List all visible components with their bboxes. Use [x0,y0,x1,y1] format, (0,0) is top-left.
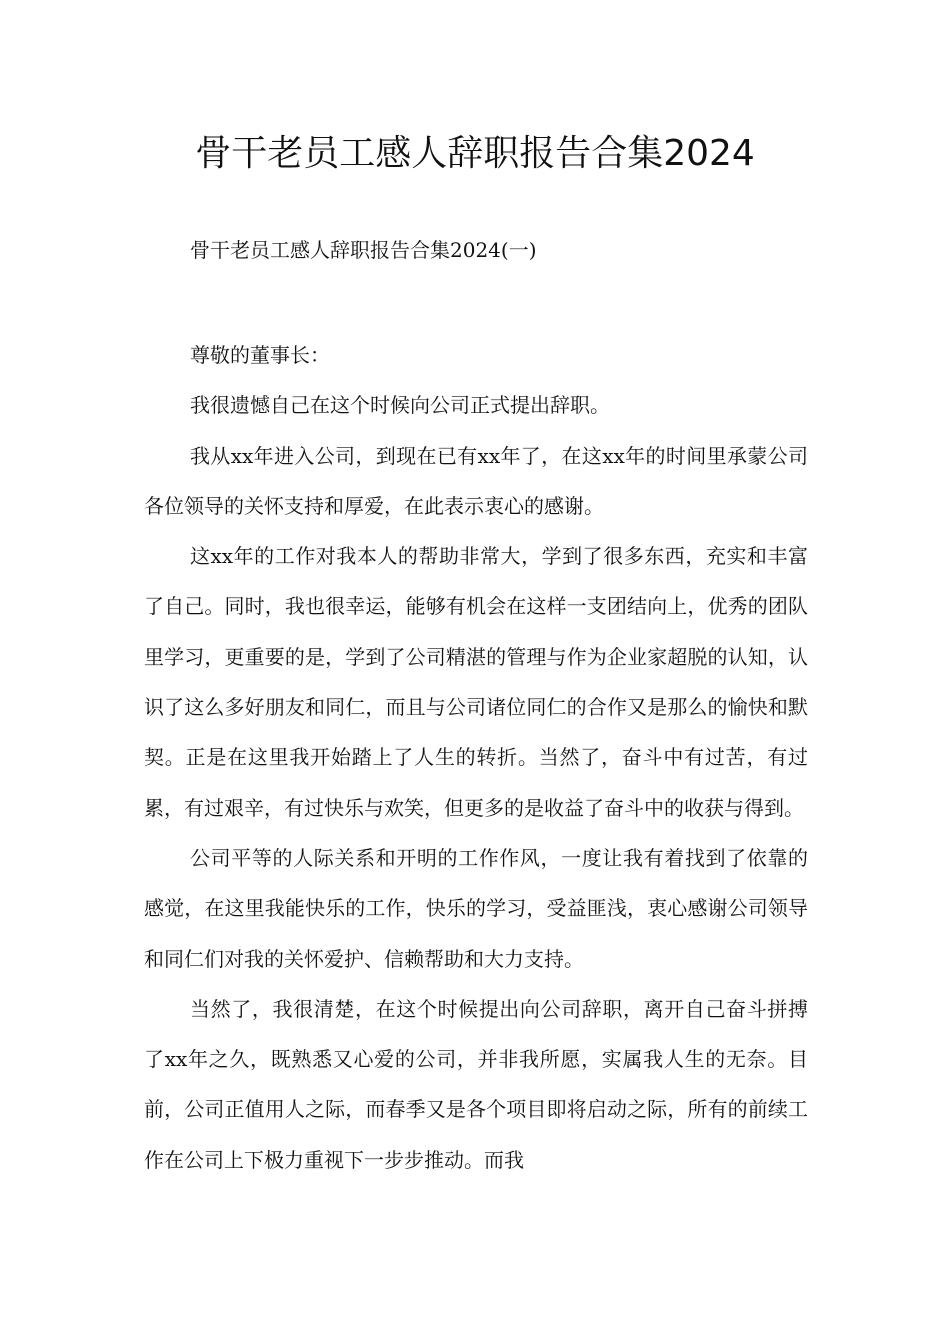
salutation: 尊敬的董事长： [190,343,330,367]
document-body [144,330,808,1185]
paragraph: 公司平等的人际关系和开明的工作作风，一度让我有着找到了依靠的感觉，在这里我能快乐的工作，快乐的学习，受益匪浅，衷心感谢公司领导和同仁们对我的关怀爱护、信赖帮助和大力支持。 [144,845,808,971]
paragraph: 这xx年的工作对我本人的帮助非常大，学到了很多东西，充实和丰富了自己。同时，我也很幸运，能够有机会在这样一支团结向上，优秀的团队里学习，更重要的是，学到了公司精湛的管理与作为企业家超脱的认知，认识了这么多好朋友和同仁，而且与公司诸位同仁的合作又是那么的愉快和默契。正是在这里我开始踏上了人生的转折。当然了，奋斗中有过苦，有过累，有过艰辛，有过快乐与欢笑，但更多的是收益了奋斗中的收获与得到。 [144,544,808,820]
paragraph: 我很遗憾自己在这个时候向公司正式提出辞职。 [190,393,610,418]
paragraph: 我从xx年进入公司，到现在已有xx年了，在这xx年的时间里承蒙公司各位领导的关怀支持和厚爱，在此表示衷心的感谢。 [144,443,808,518]
document-title: 骨干老员工感人辞职报告合集2024 [195,133,755,174]
document-subtitle: 骨干老员工感人辞职报告合集2024(一) [190,238,537,262]
paragraph: 当然了，我很清楚，在这个时候提出向公司辞职，离开自己奋斗拼搏了xx年之久，既熟悉又心爱的公司，并非我所愿，实属我人生的无奈。目前，公司正值用人之际，而春季又是各个项目即将启动之际，所有的前续工作在公司上下极力重视下一步步推动。而我 [144,996,808,1172]
